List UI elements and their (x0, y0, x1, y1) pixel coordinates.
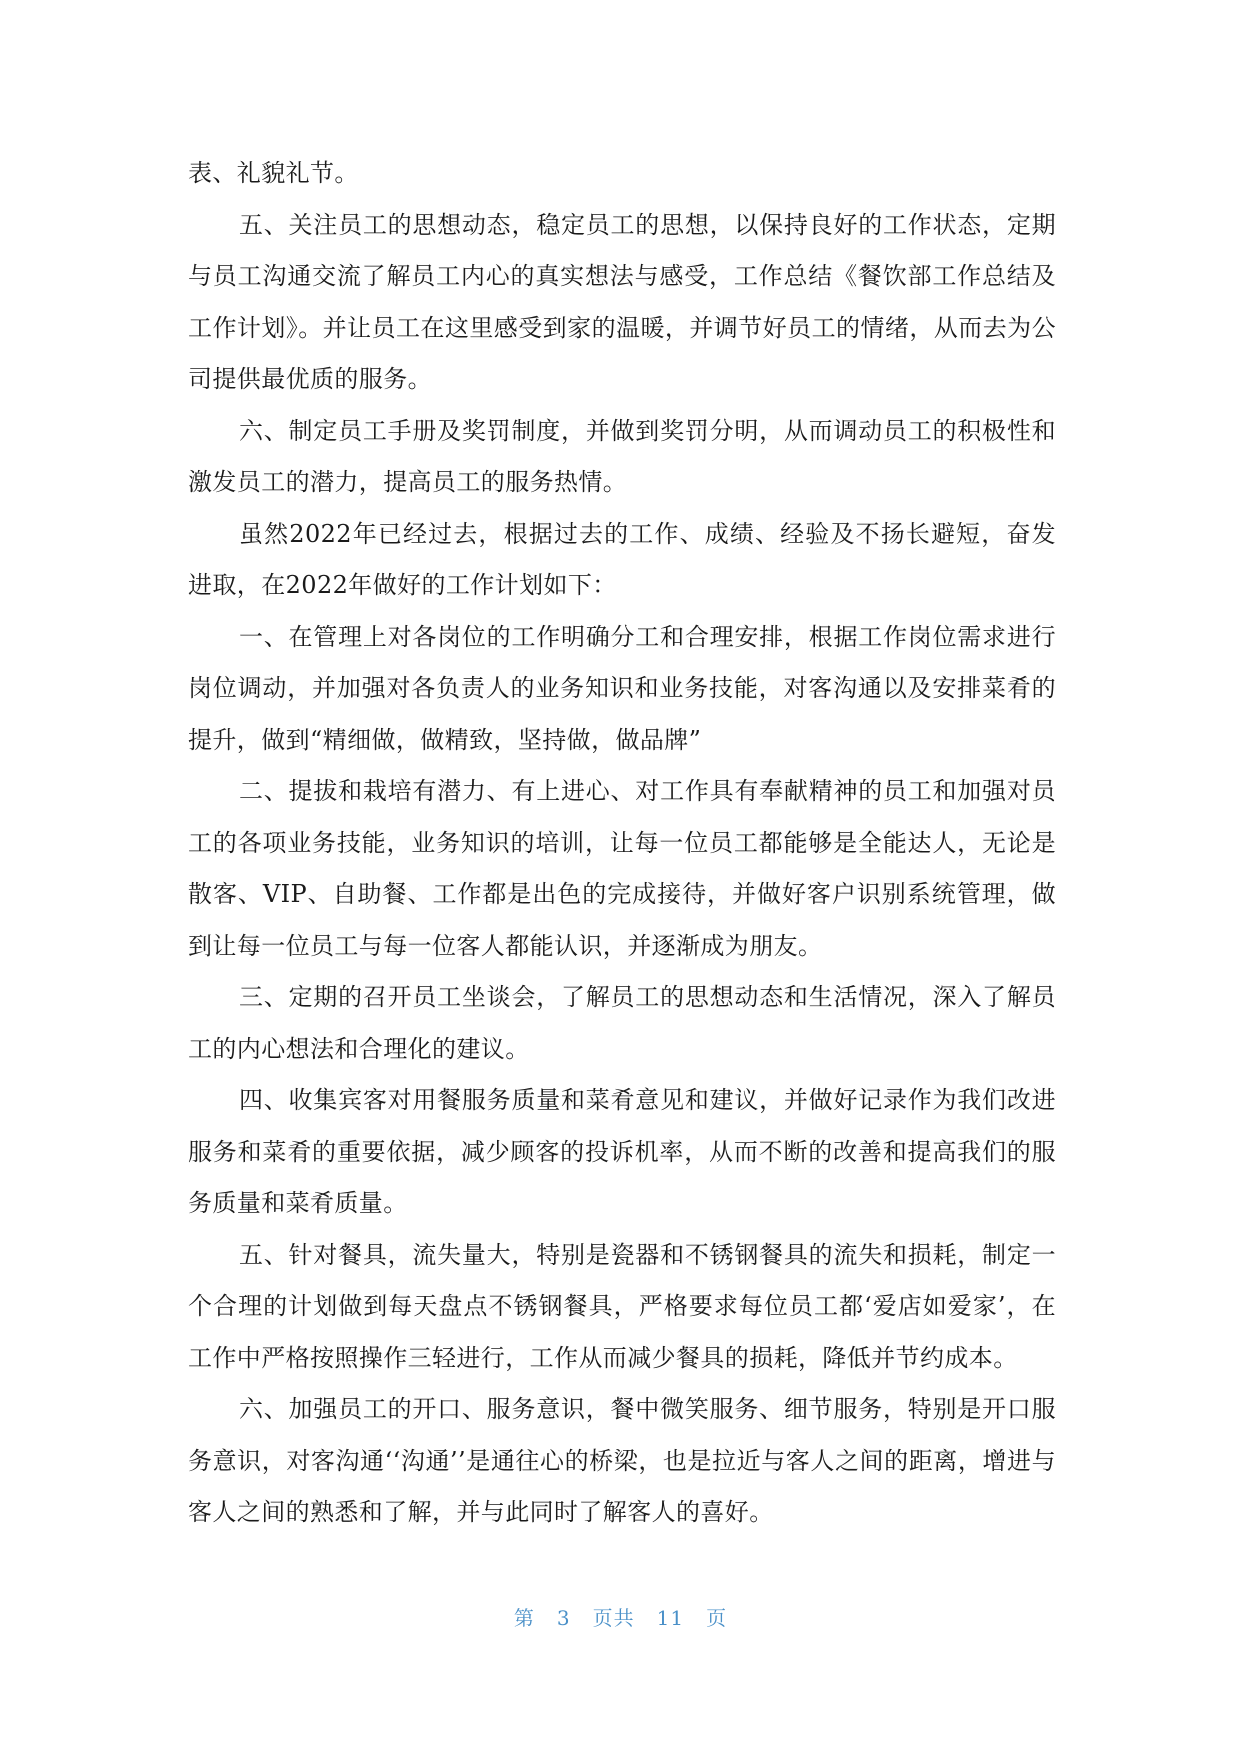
paragraph: 六、加强员工的开口、服务意识，餐中微笑服务、细节服务，特别是开口服务意识，对客沟通‘‘沟通’’是通往心的桥梁，也是拉近与客人之间的距离，增进与客人之间的熟悉和了解，并与此同时了解客人的喜好。 (188, 1395, 1056, 1526)
footer-prefix: 第 (513, 1606, 535, 1630)
paragraph: 六、制定员工手册及奖罚制度，并做到奖罚分明，从而调动员工的积极性和激发员工的潜力，提高员工的服务热情。 (188, 416, 1056, 496)
paragraph: 一、在管理上对各岗位的工作明确分工和合理安排，根据工作岗位需求进行岗位调动，并加强对各负责人的业务知识和业务技能，对客沟通以及安排菜肴的提升，做到“精细做，做精致，坚持做，做品牌” (188, 622, 1056, 754)
footer-current-page: 3 (556, 1606, 571, 1630)
paragraph: 二、提拔和栽培有潜力、有上进心、对工作具有奉献精神的员工和加强对员工的各项业务技能，业务知识的培训，让每一位员工都能够是全能达人，无论是散客、VIP、自助餐、工作都是出色的完成接待，并做好客户识别系统管理，做到让每一位员工与每一位客人都能认识，并逐渐成为朋友。 (188, 777, 1056, 960)
paragraph: 四、收集宾客对用餐服务质量和菜肴意见和建议，并做好记录作为我们改进服务和菜肴的重要依据，减少顾客的投诉机率，从而不断的改善和提高我们的服务质量和菜肴质量。 (188, 1086, 1056, 1217)
footer-suffix: 页 (706, 1606, 728, 1630)
footer-middle: 页共 (592, 1606, 635, 1630)
body-text (188, 148, 1056, 1539)
paragraph: 表、礼貌礼节。 (188, 159, 359, 187)
paragraph: 三、定期的召开员工坐谈会，了解员工的思想动态和生活情况，深入了解员工的内心想法和合理化的建议。 (188, 983, 1056, 1063)
paragraph: 五、关注员工的思想动态，稳定员工的思想，以保持良好的工作状态，定期与员工沟通交流了解员工内心的真实想法与感受，工作总结《餐饮部工作总结及工作计划》。并让员工在这里感受到家的温暖，并调节好员工的情绪，从而去为公司提供最优质的服务。 (188, 210, 1056, 393)
page-footer (0, 1602, 1241, 1631)
paragraph: 五、针对餐具，流失量大，特别是瓷器和不锈钢餐具的流失和损耗，制定一个合理的计划做到每天盘点不锈钢餐具，严格要求每位员工都‘爱店如爱家’，在工作中严格按照操作三轻进行，工作从而减少餐具的损耗，降低并节约成本。 (188, 1240, 1056, 1372)
footer-total-pages: 11 (656, 1606, 685, 1630)
paragraph: 虽然2022年已经过去，根据过去的工作、成绩、经验及不扬长避短，奋发进取，在2022年做好的工作计划如下： (188, 519, 1056, 599)
